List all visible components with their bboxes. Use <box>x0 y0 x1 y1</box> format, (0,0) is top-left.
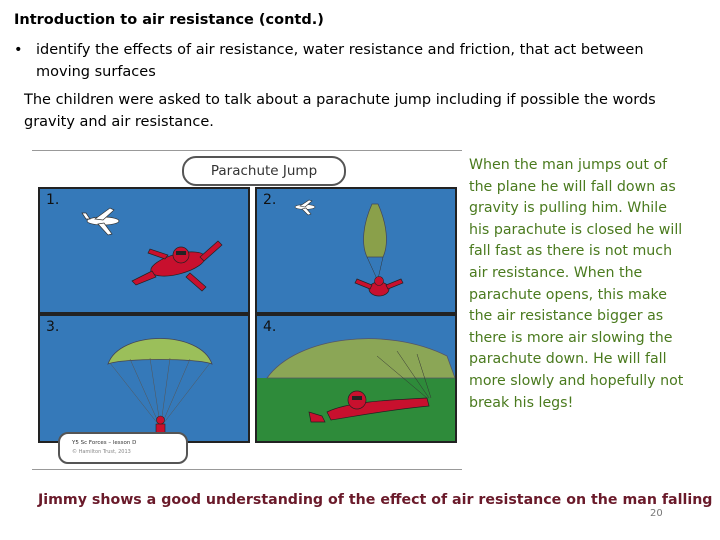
explanation-text: When the man jumps out of the plane he will fall down as gravity is pulling him. While his parachute is closed he will fall fast as there is not much air resistance. When the parachute opens, this make the air resistance bigger as there is more air slowing the parachute down. He will fall more slowly and hopefully not break his legs! <box>469 157 684 411</box>
closed-parachute-illustration <box>257 189 455 312</box>
panel-number: 1. <box>46 192 60 208</box>
comic-image <box>32 150 462 470</box>
footer-copyright: © Hamilton Trust, 2013 <box>72 449 131 455</box>
intro-text: The children were asked to talk about a parachute jump including if possible the words gravity and air resistance. <box>24 92 656 130</box>
objective-bullet <box>14 39 664 83</box>
comic-panel-1 <box>38 187 250 314</box>
assessment-comment: Jimmy shows a good understanding of the effect of air resistance on the man falling <box>38 492 713 508</box>
plane-and-skydiver-illustration <box>40 189 248 312</box>
panel-number: 2. <box>263 192 277 208</box>
bullet-marker: • <box>14 42 23 58</box>
footer-lesson-label: Y5 Sc Forces – lesson D <box>72 440 137 446</box>
comic-panel-2 <box>255 187 457 314</box>
panel-number: 3. <box>46 319 60 335</box>
landing-illustration <box>257 316 455 441</box>
comic-footer <box>58 432 188 464</box>
page-number: 20 <box>650 508 663 519</box>
objective-text: identify the effects of air resistance, water resistance and friction, that act between moving surfaces <box>36 42 644 80</box>
slide-title: Introduction to air resistance (contd.) <box>14 12 324 28</box>
comic-panel-3 <box>38 314 250 443</box>
comic-title: Parachute Jump <box>182 156 346 186</box>
comic-panel-4 <box>255 314 457 443</box>
open-parachute-illustration <box>40 316 248 441</box>
panel-number: 4. <box>263 319 277 335</box>
